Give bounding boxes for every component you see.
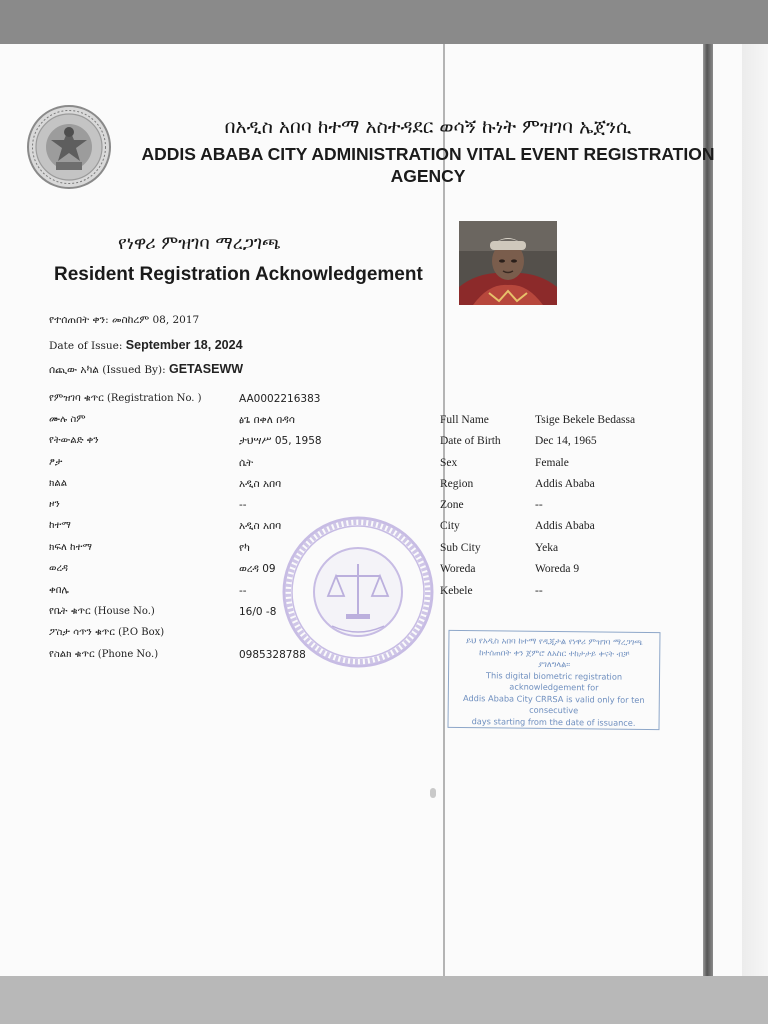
validity-stamp-en-line3: days starting from the date of issuance. (471, 715, 636, 728)
field-label-woreda: Woreda (440, 563, 476, 575)
scan-speck (430, 788, 436, 798)
field-value-house-no: 16/0 -8 (239, 606, 277, 618)
agency-name-line2: AGENCY (390, 166, 466, 186)
field-value-woreda-am: ወረዳ 09 (239, 563, 276, 575)
field-value-birth-date-am: ታህሣሥ 05, 1958 (239, 435, 322, 447)
validity-stamp-am-line1: ይህ የአዲስ አበባ ከተማ የዲጂታል የነዋሪ ምዝገባ ማረጋገጫ (466, 635, 643, 647)
field-value-zone-am: -- (239, 499, 247, 511)
field-value-city-am: አዲስ አበባ (239, 520, 282, 532)
page-edge (742, 44, 768, 976)
scan-top-band (0, 0, 768, 44)
field-value-sex: Female (535, 457, 569, 469)
field-value-sub-city: Yeka (535, 542, 559, 554)
validity-stamp-am-line2: ከተሰጠበት ቀን ጀምሮ ለአስር ተከታታይ ቀናት ብቻ (479, 646, 630, 659)
field-label-phone-no: የስልክ ቁጥር (Phone No.) (49, 649, 159, 660)
field-value-region-am: አዲስ አበባ (239, 478, 282, 490)
field-label-po-box: ፖስታ ሳጥን ቁጥር (P.O Box) (49, 627, 165, 638)
office-stamp (280, 514, 436, 670)
field-label-registration-no: የምዝገባ ቁጥር (Registration No. ) (49, 393, 202, 404)
field-label-full-name: Full Name (440, 414, 489, 426)
issued-by-value: GETASEWW (168, 362, 244, 376)
field-value-kebele: -- (535, 585, 543, 597)
field-label-full-name-am: ሙሉ ስም (49, 414, 86, 425)
issue-date-value: September 18, 2024 (125, 338, 243, 352)
field-label-house-no: የቤት ቁጥር (House No.) (49, 606, 155, 617)
field-label-city: City (440, 520, 460, 532)
field-label-kebele: Kebele (440, 585, 473, 597)
field-label-region-am: ክልል (49, 478, 68, 489)
document-title-english: Resident Registration Acknowledgement (54, 264, 423, 285)
validity-stamp-en-line1: This digital biometric registration acknowledgement for (485, 669, 623, 693)
field-label-zone: Zone (440, 499, 464, 511)
field-value-registration-no: AA0002216383 (239, 393, 321, 405)
field-value-city: Addis Ababa (535, 520, 595, 532)
field-label-birth-date-am: የትውልድ ቀን (49, 435, 99, 446)
field-value-phone-no: 0985328788 (239, 649, 306, 661)
resident-photo (459, 221, 557, 305)
field-label-city-am: ከተማ (49, 520, 71, 531)
validity-stamp-en-line2: Addis Ababa City CRRSA is valid only for ten consecutive (463, 692, 645, 716)
agency-name-english (140, 143, 716, 187)
field-label-region: Region (440, 478, 474, 490)
agency-seal-icon (26, 104, 112, 190)
field-value-sex-am: ሴት (239, 457, 254, 469)
agency-name-amharic: በአዲስ አበባ ከተማ አስተዳደር ወሳኝ ኩነት ምዝገባ ኤጀንሲ (224, 116, 632, 138)
field-label-subcity-am: ክፍለ ከተማ (49, 542, 92, 553)
field-value-subcity-am: የካ (239, 542, 250, 554)
field-label-zone-am: ዞን (49, 499, 60, 510)
field-value-full-name: Tsige Bekele Bedassa (535, 414, 636, 426)
validity-stamp (447, 630, 660, 730)
field-value-zone: -- (535, 499, 543, 511)
field-value-full-name-am: ፅጌ በቀለ በዳሳ (239, 414, 295, 426)
field-value-kebele-am: -- (239, 585, 247, 597)
field-label-date-of-birth: Date of Birth (440, 435, 501, 447)
field-value-woreda: Woreda 9 (535, 563, 580, 575)
validity-stamp-am-line3: ያገለግላል። (538, 658, 571, 670)
scan-bottom-band (0, 976, 768, 1024)
issued-by: ሰጪው አካል (Issued By): GETASEWW (49, 362, 244, 376)
field-label-woreda-am: ወረዳ (49, 563, 68, 574)
agency-name-line1: ADDIS ABABA CITY ADMINISTRATION VITAL EVENT REGISTRATION (141, 144, 715, 164)
field-label-sex: Sex (440, 457, 458, 469)
issue-date: Date of Issue: September 18, 2024 (49, 338, 243, 352)
field-value-date-of-birth: Dec 14, 1965 (535, 435, 597, 447)
issue-date-amharic: የተሰጠበት ቀን: መስከረም 08, 2017 (49, 314, 200, 326)
field-label-sub-city: Sub City (440, 542, 481, 554)
field-label-sex-am: ፆታ (49, 457, 63, 468)
field-value-region: Addis Ababa (535, 478, 595, 490)
document-title-amharic: የነዋሪ ምዝገባ ማረጋገጫ (118, 233, 281, 254)
field-label-kebele-am: ቀበሌ (49, 585, 69, 596)
